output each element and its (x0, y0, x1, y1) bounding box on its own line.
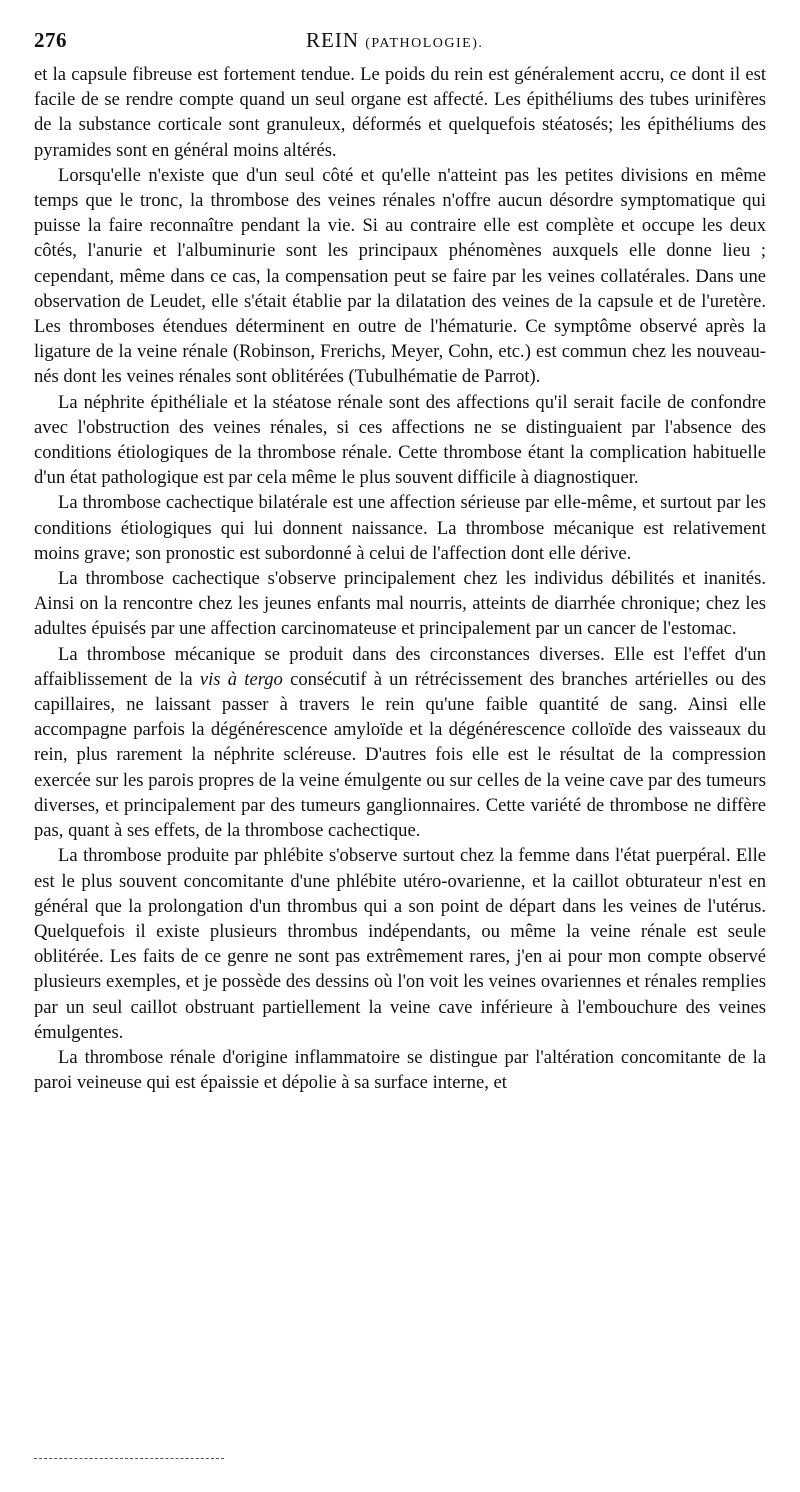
running-title (306, 28, 483, 53)
italic-phrase: vis à tergo (199, 668, 283, 690)
running-title-main: REIN (306, 28, 359, 52)
paragraph: La néphrite épithéliale et la stéatose rénale sont des affections qu'il serait facile de confondre avec l'obstruction des veines rénales, si ces affections ne se distinguaient par l'absence des conditions étiologiques de la thrombose rénale. Cette thrombose étant la complication habituelle d'un état pathologique est par cela même le plus souvent difficile à diagnostiquer. (34, 391, 766, 489)
document-page (34, 28, 766, 1095)
paragraph: La thrombose rénale d'origine inflammatoire se distingue par l'altération concomitante de la paroi veineuse qui est épaissie et dépolie à sa surface interne, et (34, 1046, 766, 1094)
page-number: 276 (34, 28, 67, 52)
body-text (34, 62, 766, 1095)
page-header (34, 28, 766, 62)
footer-rule (34, 1458, 224, 1459)
paragraph (34, 642, 766, 844)
paragraph: Lorsqu'elle n'existe que d'un seul côté et qu'elle n'atteint pas les petites divisions en même temps que le tronc, la thrombose des veines rénales n'offre aucun désordre symptomatique qui puisse la faire reconnaître pendant la vie. Si au contraire elle est complète et occupe les deux côtés, l'anurie et l'albuminurie sont les principaux phénomènes auxquels elle donne lieu ; cependant, même dans ce cas, la compensation peut se faire par les veines collatérales. Dans une observation de Leudet, elle s'était établie par la dilatation des veines de la capsule et de l'uretère. Les thromboses étendues déterminent en outre de l'hématurie. Ce symptôme observé après la ligature de la veine rénale (Robinson, Frerichs, Meyer, Cohn, etc.) est commun chez les nouveau-nés dont les veines rénales sont oblitérées (Tubulhématie de Parrot). (34, 164, 766, 388)
paragraph: La thrombose cachectique bilatérale est une affection sérieuse par elle-même, et surtout par les conditions étiologiques qui lui donnent naissance. La thrombose mécanique est relativement moins grave; son pronostic est subordonné à celui de l'affection dont elle dérive. (34, 492, 766, 564)
running-title-sub: (PATHOLOGIE). (365, 36, 484, 51)
paragraph: La thrombose produite par phlébite s'observe surtout chez la femme dans l'état puerpéral. Elle est le plus souvent concomitante d'une phlébite utéro-ovarienne, et la caillot obturateur n'est en général que la prolongation d'un thrombus qui a son point de départ dans les veines de l'utérus. Quelquefois il existe plusieurs thrombus indépendants, ou même la veine rénale est seule oblitérée. Les faits de ce genre ne sont pas extrêmement rares, j'en ai pour mon compte observé plusieurs exemples, et je possède des dessins où l'on voit les veines ovariennes et rénales remplies par un seul caillot obstruant partiellement la veine cave inférieure à l'embouchure des veines émulgentes. (34, 845, 766, 1043)
paragraph: La thrombose cachectique s'observe principalement chez les individus débilités et inanités. Ainsi on la rencontre chez les jeunes enfants mal nourris, atteints de diarrhée chronique; chez les adultes épuisés par une affection carcinomateuse et principalement par un cancer de l'estomac. (34, 568, 766, 640)
paragraph-text: La thrombose mécanique se produit dans des circonstances diverses. Elle est l'effet d'un affaiblissement de la (34, 643, 766, 690)
paragraph: et la capsule fibreuse est fortement tendue. Le poids du rein est généralement accru, ce dont il est facile de se rendre compte quand un seul organe est affecté. Les épithéliums des tubes urinifères de la substance corticale sont granuleux, déformés et quelquefois stéatosés; les épithéliums des pyramides sont en général moins altérés. (34, 64, 766, 161)
paragraph-text: consécutif à un rétrécissement des branches artérielles ou des capillaires, ne laissant passer à travers le rein qu'une faible quantité de sang. Ainsi elle accompagne parfois la dégénérescence amyloïde et la dégénérescence colloïde des vaisseaux du rein, plus rarement la néphrite scléreuse. D'autres fois elle est le résultat de la compression exercée sur les parois propres de la veine émulgente ou sur celles de la veine cave par des tumeurs diverses, et principalement par des tumeurs ganglionnaires. Cette variété de thrombose ne diffère pas, quant à ses effets, de la thrombose cachectique. (34, 668, 766, 842)
